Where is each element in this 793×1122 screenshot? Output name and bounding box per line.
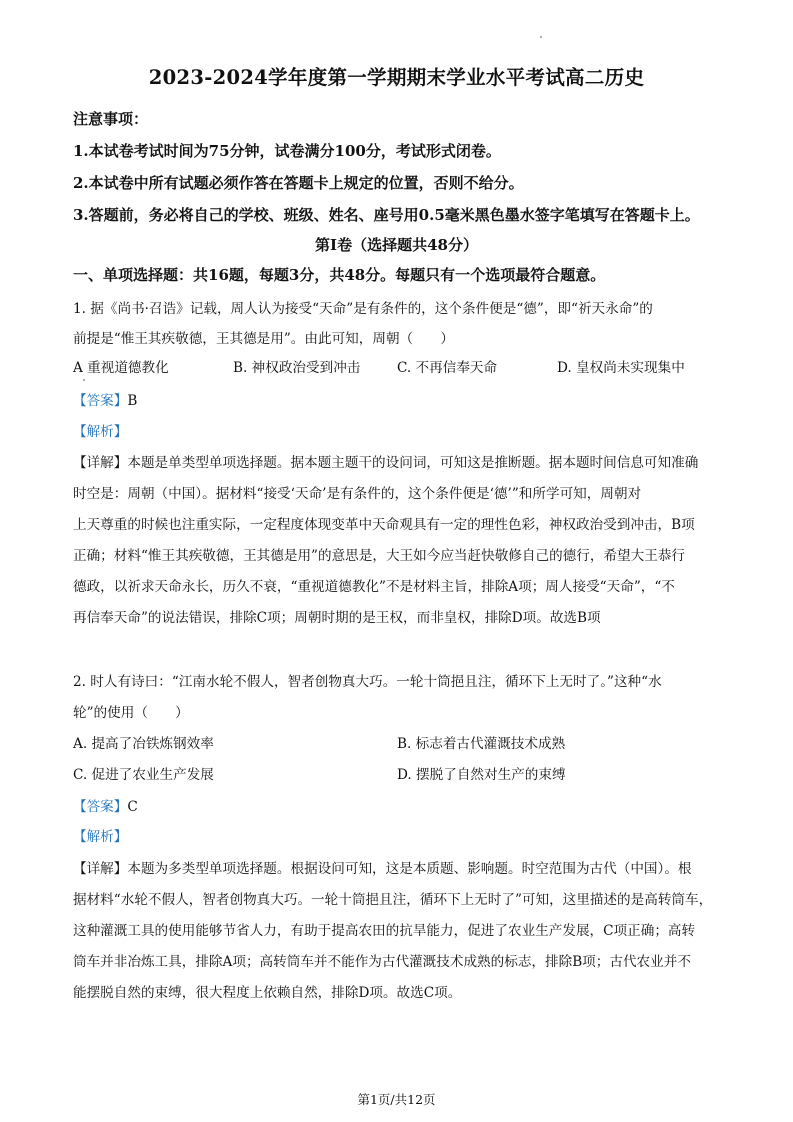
option-a: A. 提高了冶铁炼钢效率: [73, 736, 214, 752]
detail-line: 这种灌溉工具的使用能够节省人力，有助于提高农田的抗旱能力，促进了农业生产发展，C项正确；高转: [73, 923, 696, 939]
part-title: 一、单项选择题：共16题，每题3分，共48分。每题只有一个选项最符合题意。: [73, 266, 606, 284]
notice-item: 2.本试卷中所有试题必须作答在答题卡上规定的位置，否则不给分。: [73, 174, 524, 192]
detail-line: 上天尊重的时候也注重实际，一定程度体现变革中天命观具有一定的理性色彩，神权政治受到冲击，B项: [73, 517, 695, 533]
section-title: 第Ⅰ卷（选择题共48分）: [315, 236, 478, 254]
analysis-label: 【解析】: [73, 829, 128, 845]
detail-line: 【详解】本题为多类型单项选择题。根据设问可知，这是本质题、影响题。时空范围为古代（中国）。根: [73, 861, 692, 877]
answer-label: 【答案】: [73, 393, 128, 409]
option-a: A 重视道德教化: [73, 360, 169, 376]
option-d: D. 皇权尚未实现集中: [557, 360, 685, 376]
answer-value: B: [127, 393, 138, 409]
detail-line: 再信奉天命”的说法错误，排除C项；周朝时期的是王权，而非皇权，排除D项。故选B项: [73, 610, 601, 626]
answer-line: [73, 389, 137, 409]
notice-item: 3.答题前，务必将自己的学校、班级、姓名、座号用0.5毫米黑色墨水签字笔填写在答题卡上。: [73, 206, 700, 224]
detail-line: 能摆脱自然的束缚，很大程度上依赖自然，排除D项。故选C项。: [73, 985, 462, 1001]
detail-line: 正确；材料“惟王其疾敬德，王其德是用”的意思是，大王如今应当赶快敬修自己的德行，希望大王恭行: [73, 548, 686, 564]
detail-line: 据材料“水轮不假人，智者创物真大巧。一轮十筒挹且注，循环下上无时了”可知，这里描述的是高转筒车，: [73, 892, 713, 908]
analysis-label: 【解析】: [73, 424, 128, 440]
detail-line: 【详解】本题是单类型单项选择题。据本题主题干的设问词，可知这是推断题。据本题时间信息可知准确: [73, 455, 699, 471]
option-c: C. 促进了农业生产发展: [73, 767, 214, 783]
option-c: C. 不再信奉天命: [397, 360, 498, 376]
question-stem-line: 2. 时人有诗曰：“江南水轮不假人，智者创物真大巧。一轮十筒挹且注，循环下上无时了。”这种“水: [73, 674, 662, 690]
question-stem-line: 前提是“惟王其疾敬德，王其德是用”。由此可知，周朝（ ）: [73, 331, 454, 347]
detail-line: 德政，以祈求天命永长，历久不衰，“重视道德教化”不是材料主旨，排除A项；周人接受“天命”，“不: [73, 579, 675, 595]
detail-line: 时空是：周朝（中国）。据材料“接受‘天命’是有条件的，这个条件便是‘德’”和所学可知，周朝对: [73, 486, 642, 502]
page-number: 第1页/共12页: [357, 1092, 436, 1107]
scan-speck: [83, 379, 85, 381]
notice-heading: 注意事项：: [73, 110, 149, 128]
answer-line: [73, 795, 138, 815]
page-title: 2023-2024学年度第一学期期末学业水平考试高二历史: [148, 66, 645, 89]
option-b: B. 标志着古代灌溉技术成熟: [397, 736, 566, 752]
detail-line: 筒车并非冶炼工具，排除A项；高转筒车并不能作为古代灌溉技术成熟的标志，排除B项；古代农业并不: [73, 954, 691, 970]
scan-speck: [540, 36, 542, 38]
answer-value: C: [127, 799, 138, 815]
option-b: B. 神权政治受到冲击: [233, 360, 361, 376]
option-d: D. 摆脱了自然对生产的束缚: [397, 767, 566, 783]
notice-item: 1.本试卷考试时间为75分钟，试卷满分100分，考试形式闭卷。: [73, 142, 501, 160]
question-stem-line: 轮”的使用（ ）: [73, 705, 189, 721]
answer-label: 【答案】: [73, 799, 128, 815]
question-stem-line: 1. 据《尚书·召诰》记载，周人认为接受“天命”是有条件的，这个条件便是“德”，即“祈天永命”的: [73, 301, 653, 317]
